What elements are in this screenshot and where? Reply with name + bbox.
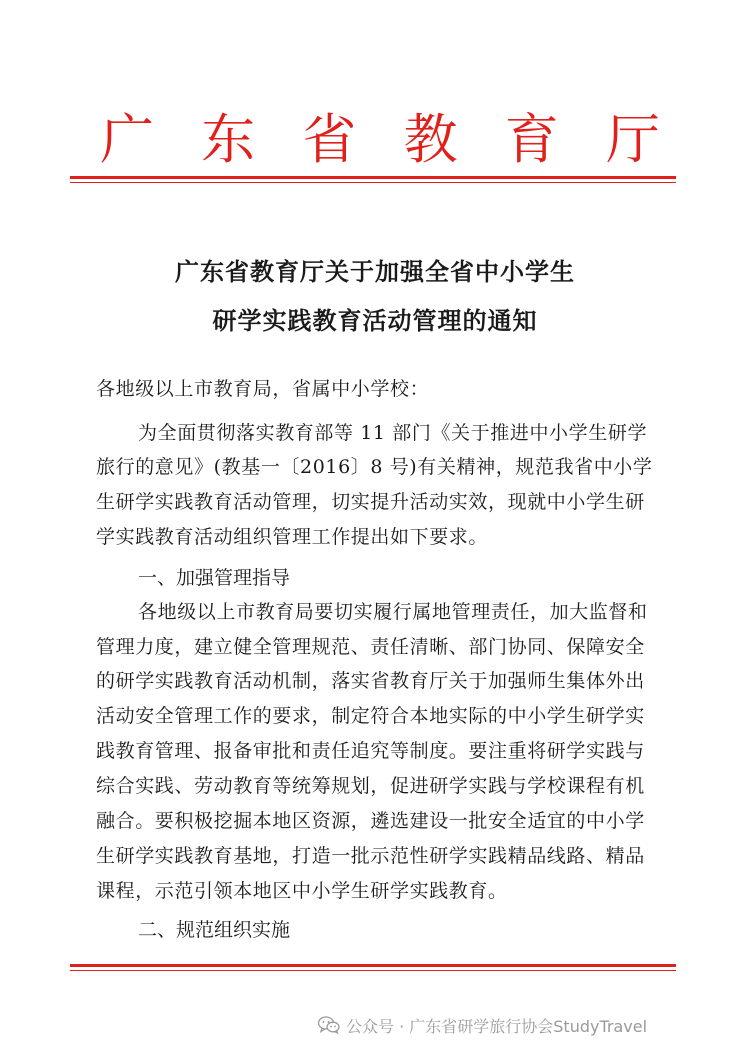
section1-line: 管理力度，建立健全管理规范、责任清晰、部门协同、保障安全	[96, 636, 645, 658]
section1-line: 综合实践、劳动教育等统筹规划，促进研学实践与学校课程有机	[96, 775, 645, 797]
wechat-icon	[318, 1016, 340, 1034]
header-divider-thick	[70, 176, 676, 179]
section1-line: 融合。要积极挖掘本地区资源，遴选建设一批安全适宜的中小学	[96, 810, 645, 832]
header-divider-thin	[70, 182, 676, 183]
doc-title-line-1: 广东省教育厅关于加强全省中小学生	[175, 257, 575, 286]
letterhead-char: 省	[302, 108, 357, 171]
letterhead-char: 广	[100, 108, 154, 171]
watermark-text: 公众号 · 广东省研学旅行协会StudyTravel	[346, 1016, 648, 1036]
intro-line: 为全面贯彻落实教育部等 11 部门《关于推进中小学生研学	[138, 422, 648, 444]
section1-line: 课程，示范引领本地区中小学生研学实践教育。	[96, 880, 508, 902]
intro-line: 生研学实践教育活动管理，切实提升活动实效，现就中小学生研	[96, 491, 645, 513]
letterhead-char: 厅	[605, 108, 660, 171]
footer-divider-thin	[70, 970, 676, 971]
intro-line: 旅行的意见》(教基一〔2016〕8 号)有关精神，规范我省中小学	[96, 456, 653, 478]
salutation: 各地级以上市教育局，省属中小学校：	[96, 378, 430, 400]
wechat-watermark	[318, 1010, 647, 1040]
section1-line: 生研学实践教育基地，打造一批示范性研学实践精品线路、精品	[96, 845, 645, 867]
section1-line: 践教育管理、报备审批和责任追究等制度。要注重将研学实践与	[96, 740, 645, 762]
section1-line: 活动安全管理工作的要求，制定符合本地实际的中小学生研学实	[96, 705, 645, 727]
letterhead-char: 东	[201, 108, 256, 171]
section-heading: 二、规范组织实施	[138, 919, 291, 941]
letterhead-char: 教	[403, 108, 458, 171]
section-heading: 一、加强管理指导	[138, 567, 291, 589]
section1-line: 各地级以上市教育局要切实履行属地管理责任，加大监督和	[138, 601, 648, 623]
letterhead-title	[100, 100, 660, 180]
intro-line: 学实践教育活动组织管理工作提出如下要求。	[96, 526, 489, 548]
letterhead-char: 育	[504, 108, 559, 171]
section1-line: 的研学实践教育活动机制，落实省教育厅关于加强师生集体外出	[96, 670, 645, 692]
doc-title-line-2: 研学实践教育活动管理的通知	[212, 306, 538, 335]
footer-divider-thick	[70, 964, 676, 967]
